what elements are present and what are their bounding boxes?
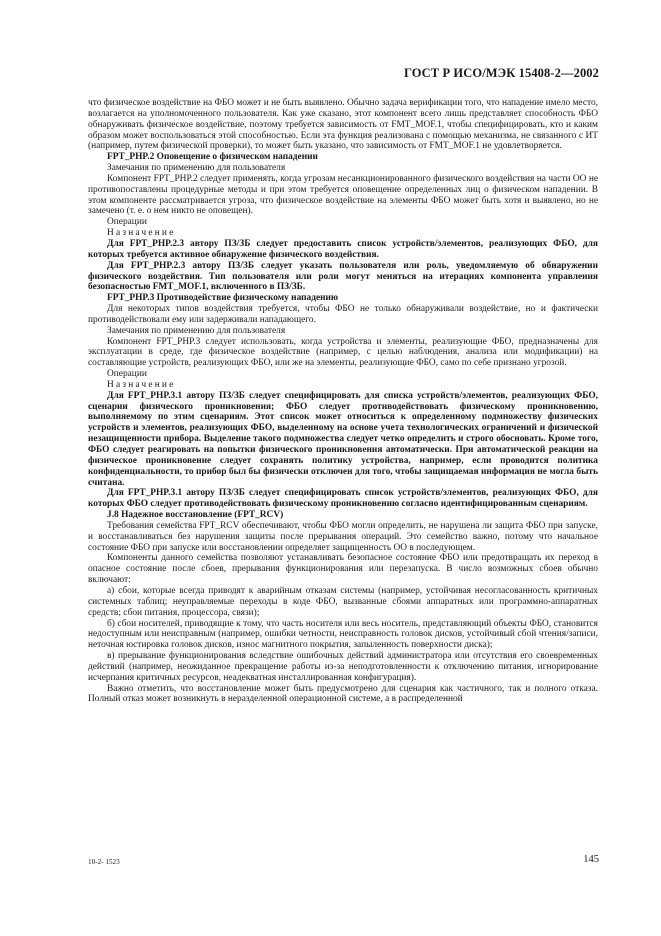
paragraph: Требования семейства FPT_RCV обеспечивают, чтобы ФБО могли определить, не нарушена ли защита ФБО при запуске, и восстанавливаться без нарушения защиты после прерывания операций. Это семейство важно, потому что начальное состояние ФБО при запуске или восстановлении определяет защищенность ОО в последующем. bbox=[88, 520, 598, 553]
subheading: Операции bbox=[107, 369, 147, 380]
paragraph: что физическое воздействие на ФБО может и не быть выявлено. Обычно задача верификации того, что нападение имело место, возлагается на уполномоченного пользователя. Как уже сказано, этот компонент всего лишь представляет способность ФБО обнаруживать физическое воздействие, поэтому требуется зависимость от FMT_MOF.1, чтобы специфицировать, кто и каким образом может воспользоваться этой способностью. Если эта функция реализована с помощью механизма, не связанного с ИТ (например, путем физической проверки), то может быть указано, что зависимость от FMT_MOF.1 не удовлетворяется. bbox=[88, 98, 598, 152]
subheading: Назначение bbox=[107, 379, 176, 390]
paragraph: Для FPT_PHP.2.3 автору ПЗ/ЗБ следует предоставить список устройств/элементов, реализующих ФБО, для которых требуется активное обнаружение физического воздействия. bbox=[88, 238, 598, 260]
paragraph: Важно отметить, что восстановление может быть предусмотрено для сценария как частичного, так и полного отказа. Полный отказ может возникнуть в неразделенной операционной системе, а в распределенной bbox=[88, 683, 598, 705]
subheading: Операции bbox=[107, 217, 147, 228]
list-item: а) сбои, которые всегда приводят к аварийным отказам системы (например, устойчивая несогласованность критичных системных таблиц; неуправляемые переходы в коде ФБО, вызванные сбоями аппаратных или программно-аппаратных средств; сбои питания, процессора, связи); bbox=[88, 585, 598, 618]
subheading: Назначение bbox=[107, 228, 176, 239]
paragraph: Для FPT_PHP.2.3 автору ПЗ/ЗБ следует указать пользователя или роль, уведомляемую об обнаружении физического воздействия. Тип пользователя или роли могут меняться на итерациях компонента управления безопасностью FMT_MOF.1, включенного в ПЗ/ЗБ. bbox=[88, 260, 598, 293]
paragraph: Компоненты данного семейства позволяют устанавливать безопасное состояние ФБО или предотвращать их переход в опасное состояние после сбоев, прерывания функционирования или перезапуска. В число возможных сбоев обычно включают: bbox=[88, 553, 598, 586]
section-heading: J.8 Надежное восстановление (FPT_RCV) bbox=[107, 510, 284, 521]
paragraph: Для FPT_PHP.3.1 автору ПЗ/ЗБ следует специфицировать для списка устройств/элементов, реализующих ФБО, сценарии физического проникновения; ФБО следует противодействовать физическому проникновению, выполняемому по этим сценариям. Этот список может относиться к определенному подмножеству физических устройств и элементов, реализующих ФБО, выделенному на основе учета технологических ограничений и физической незащищенности прибора. Выделение такого подмножества следует четко определить и строго обосновать. Кроме того, ФБО следует реагировать на попытки физического проникновения автоматически. При автоматической реакции на физическое проникновение следует сохранять политику устройства, например, если проводится политика конфиденциальности, то прибор был бы физически отключен для того, чтобы защищаемая информация не могла быть считана. bbox=[88, 390, 598, 488]
paragraph: Для FPT_PHP.3.1 автору ПЗ/ЗБ следует специфицировать список устройств/элементов, реализующих ФБО, для которых ФБО следует противодействовать физическому проникновению согласно идентифицированным сценариям. bbox=[88, 488, 598, 510]
page-number: 145 bbox=[583, 854, 599, 865]
subheading: Замечания по применению для пользователя bbox=[107, 163, 286, 174]
list-item: б) сбои носителей, приводящие к тому, что часть носителя или весь носитель, представляющий объекты ФБО, становится недоступным или неисправным (например, ошибки четности, неисправность головок дисков, устойчивый сбой чтения/записи, неточная юстировка головок дисков, износ магнитного покрытия, запыленность поверхности диска); bbox=[88, 618, 598, 651]
paragraph: Компонент FPT_PHP.3 следует использовать, когда устройства и элементы, реализующие ФБО, предназначены для эксплуатации в среде, где физическое воздействие (например, с целью наблюдения, анализа или модификации) на составляющие устройств, реализующих ФБО, или же на элементы, реализующие ФБО, само по себе признано угрозой. bbox=[88, 336, 598, 369]
paragraph: Компонент FPT_PHP.2 следует применять, когда угрозам несанкционированного физического воздействия на части ОО не противопоставлены процедурные методы и при этом требуется оповещение определенных лиц о физическом нападении. В этом компоненте рассматривается угроза, что физическое воздействие на элементы ФБО может быть хотя и выявлено, но не замечено (т. е. о нем никто не оповещен). bbox=[88, 173, 598, 217]
section-heading: FPT_PHP.2 Оповещение о физическом нападении bbox=[107, 152, 318, 163]
footer-code: 10-2- 1523 bbox=[88, 858, 120, 866]
document-body bbox=[88, 98, 598, 705]
section-heading: FPT_PHP.3 Противодействие физическому нападению bbox=[107, 293, 339, 304]
paragraph: Для некоторых типов воздействия требуется, чтобы ФБО не только обнаруживали воздействие, но и фактически противодействовали ему или задерживали нападающего. bbox=[88, 304, 598, 325]
page-header-title: ГОСТ Р ИСО/МЭК 15408-2—2002 bbox=[403, 66, 599, 80]
list-item: в) прерывание функционирования вследствие ошибочных действий администратора или отсутствия его своевременных действий (например, неожиданное прекращение работы из-за неподготовленности к отключению питания, игнорирование исчерпания критичных ресурсов, неадекватная инсталлированная конфигурация). bbox=[88, 651, 598, 683]
subheading: Замечания по применению для пользователя bbox=[107, 325, 286, 336]
